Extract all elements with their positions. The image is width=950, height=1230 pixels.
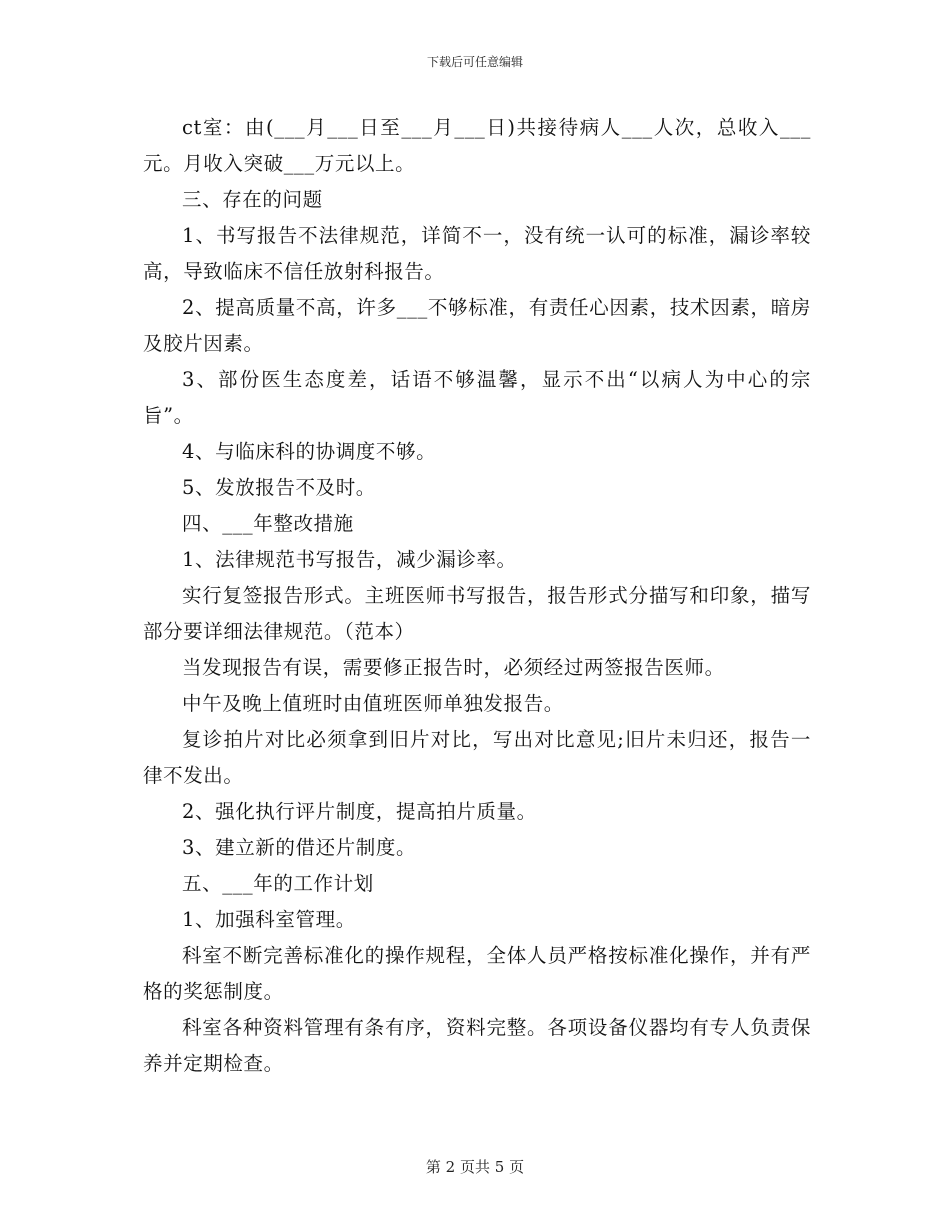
paragraph-measure-1-detail-d: 复诊拍片对比必须拿到旧片对比，写出对比意见;旧片未归还，报告一律不发出。 <box>143 728 811 787</box>
section-heading-measures: 四、___年整改措施 <box>182 512 354 535</box>
paragraph-problem-5: 5、发放报告不及时。 <box>182 476 376 499</box>
paragraph-measure-1-detail-b: 当发现报告有误，需要修正报告时，必须经过两签报告医师。 <box>182 656 725 679</box>
paragraph-measure-1-detail-a: 实行复签报告形式。主班医师书写报告，报告形式分描写和印象，描写部分要详细法律规范。（范本） <box>143 584 811 643</box>
paragraph-plan-1-detail-b: 科室各种资料管理有条有序，资料完整。各项设备仪器均有专人负责保养并定期检查。 <box>143 1016 811 1075</box>
paragraph-measure-2: 2、强化执行评片制度，提高拍片质量。 <box>182 800 537 823</box>
section-heading-problems: 三、存在的问题 <box>182 188 323 211</box>
paragraph-plan-1: 1、加强科室管理。 <box>182 908 356 931</box>
paragraph-problem-2: 2、提高质量不高，许多___不够标准，有责任心因素，技术因素，暗房及胶片因素。 <box>143 296 811 355</box>
paragraph-measure-1: 1、法律规范书写报告，减少漏诊率。 <box>182 548 517 571</box>
paragraph-plan-1-detail-a: 科室不断完善标准化的操作规程，全体人员严格按标准化操作，并有严格的奖惩制度。 <box>143 944 811 1003</box>
section-heading-plan: 五、___年的工作计划 <box>182 872 374 895</box>
page-header: 下载后可任意编辑 <box>426 55 523 69</box>
paragraph-problem-3: 3、部份医生态度差，话语不够温馨，显示不出“以病人为中心的宗旨”。 <box>143 368 811 427</box>
paragraph-ct-room: ct室：由(___月___日至___月___日)共接待病人___人次，总收入___元。月收入突破___万元以上。 <box>143 116 811 175</box>
document-body <box>143 110 811 1082</box>
paragraph-measure-1-detail-c: 中午及晚上值班时由值班医师单独发报告。 <box>182 692 564 715</box>
paragraph-problem-4: 4、与临床科的协调度不够。 <box>182 440 437 463</box>
page-footer: 第 2 页共 5 页 <box>425 1158 525 1176</box>
paragraph-problem-1: 1、书写报告不法律规范，详简不一，没有统一认可的标准，漏诊率较高，导致临床不信任放射科报告。 <box>143 224 811 283</box>
paragraph-measure-3: 3、建立新的借还片制度。 <box>182 836 417 859</box>
